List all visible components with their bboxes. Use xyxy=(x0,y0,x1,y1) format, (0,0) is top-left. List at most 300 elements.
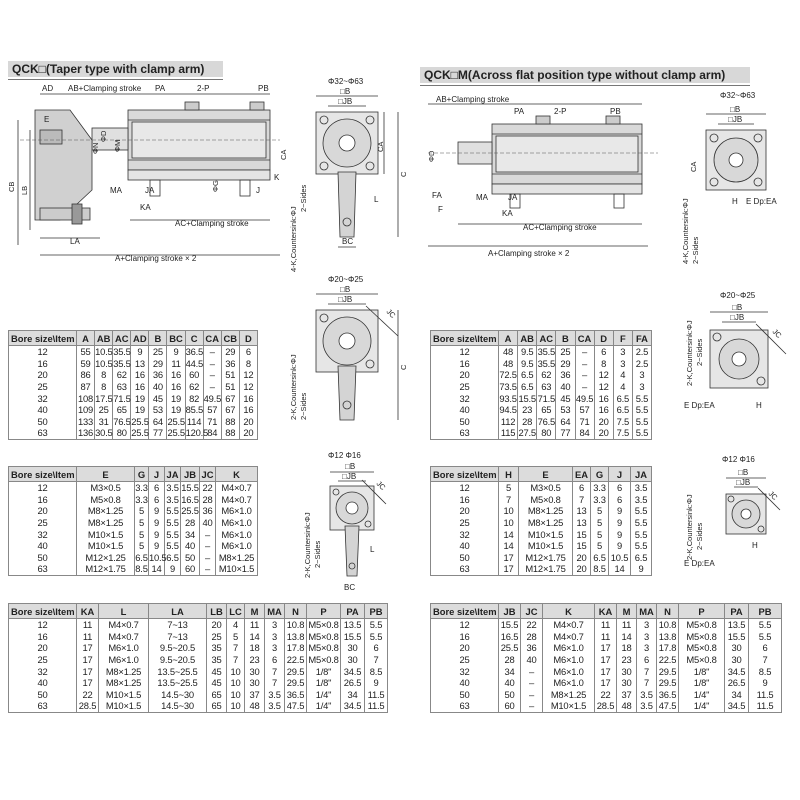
table-cell: 67 xyxy=(221,404,239,416)
table-cell: 36 xyxy=(149,369,167,381)
v2-jc-label: JC xyxy=(384,307,398,320)
table-row xyxy=(431,381,652,393)
table-cell: 7 xyxy=(499,494,519,506)
table-cell: 60 xyxy=(499,700,521,712)
table-cell: 35.5 xyxy=(113,346,131,358)
table-cell: 25.5 xyxy=(131,427,149,439)
table-cell: – xyxy=(200,563,216,575)
table-cell: 6 xyxy=(609,494,631,506)
table-cell: 10.8 xyxy=(657,619,679,631)
v3-size-label: Φ12 Φ16 xyxy=(328,451,361,460)
table-cell: 13.8 xyxy=(285,631,307,643)
table-cell: 6 xyxy=(594,346,613,358)
table-cell: 19 xyxy=(131,404,149,416)
table-cell: M6×1.0 xyxy=(216,540,258,552)
table-cell: 71 xyxy=(575,416,594,428)
table-cell: 13 xyxy=(131,358,149,370)
table-cell: 30 xyxy=(341,654,365,666)
table-cell: 4 xyxy=(613,381,632,393)
table-cell: 20 xyxy=(573,552,591,564)
table-cell: 10 xyxy=(499,505,519,517)
table-row xyxy=(431,494,652,506)
table-cell: 17 xyxy=(77,654,99,666)
table-cell: 45 xyxy=(207,677,227,689)
table-row xyxy=(9,665,388,677)
v2-k-label: 2-K,Countersink:ΦJ xyxy=(289,354,298,420)
table-cell: 20 xyxy=(431,369,499,381)
column-header: AC xyxy=(113,331,131,346)
table-cell: 3 xyxy=(613,358,632,370)
left-side-view-drawing xyxy=(0,80,290,270)
table-cell: M12×1.75 xyxy=(77,563,135,575)
column-header: B xyxy=(556,331,575,346)
table-cell: M6×1.0 xyxy=(216,505,258,517)
middle-end-view-1 xyxy=(288,72,414,272)
table-cell: 28 xyxy=(200,494,216,506)
table-cell: M10×1.5 xyxy=(99,689,149,701)
table-cell: 5 xyxy=(591,528,609,540)
table-cell: 6.5 xyxy=(518,381,537,393)
r-dim-ja-label: JA xyxy=(508,193,518,202)
table-cell: M5×0.8 xyxy=(679,642,725,654)
middle-end-view-3 xyxy=(300,448,410,598)
table-cell: 29 xyxy=(221,346,239,358)
table-cell: 9 xyxy=(131,346,149,358)
table-cell: M4×0.7 xyxy=(216,494,258,506)
table-cell: 15.5 xyxy=(341,631,365,643)
table-cell: – xyxy=(200,552,216,564)
column-header: Bore size\Item xyxy=(9,331,77,346)
v1-size-label: Φ32~Φ63 xyxy=(328,77,364,86)
table-cell: 14.5~30 xyxy=(149,689,207,701)
table-cell: 32 xyxy=(9,665,77,677)
table-cell: M5×0.8 xyxy=(308,619,339,631)
column-header: AC xyxy=(537,331,556,346)
table-cell: M8×1.25 xyxy=(216,552,258,564)
table-cell: 50 xyxy=(431,416,499,428)
dim-cb-label: CB xyxy=(7,181,16,192)
table-header-row xyxy=(9,604,388,619)
table-cell: 8 xyxy=(239,358,257,370)
right-end-view-3 xyxy=(680,450,798,570)
table-cell: 84 xyxy=(203,427,221,439)
table-cell: 53 xyxy=(556,404,575,416)
table-cell: 65 xyxy=(207,689,227,701)
r-v2-h-label: H xyxy=(756,401,762,410)
table-cell: 13 xyxy=(573,505,591,517)
table-cell: M5×0.8 xyxy=(308,630,339,642)
table-cell: M5×0.8 xyxy=(77,494,135,506)
table-cell: 77 xyxy=(149,427,167,439)
table-cell: 17.5 xyxy=(95,392,113,404)
table-cell: 9.5~20.5 xyxy=(149,642,207,654)
table-cell: 32 xyxy=(431,528,499,540)
table-cell: 82 xyxy=(185,392,203,404)
table-row xyxy=(9,346,258,358)
table-cell: 16 xyxy=(239,404,257,416)
r-v1-sides-label: 2~Sides xyxy=(691,236,700,264)
table-cell: 1/8" xyxy=(307,677,341,689)
table-cell: 48 xyxy=(617,700,637,712)
table-cell: 4 xyxy=(613,369,632,381)
table-cell: 63 xyxy=(9,563,77,575)
table-cell: 62 xyxy=(537,369,556,381)
table-cell: 3 xyxy=(637,642,657,654)
table-cell: 8.5 xyxy=(749,665,782,677)
table-cell: 14 xyxy=(617,631,637,643)
table-cell: 3.5 xyxy=(637,700,657,712)
column-header: JA xyxy=(631,467,652,482)
table-cell: 50 xyxy=(9,689,77,701)
table-cell: 3.3 xyxy=(135,482,148,494)
table-cell: 25 xyxy=(9,381,77,393)
table-cell: 7 xyxy=(365,654,388,666)
table-cell: 5 xyxy=(499,482,519,494)
table-cell: 15.5 xyxy=(181,482,199,494)
table-cell: 25 xyxy=(431,381,499,393)
column-header: H xyxy=(499,467,519,482)
table-cell: 16 xyxy=(131,369,149,381)
table-row xyxy=(9,619,388,631)
table-cell: 9 xyxy=(609,528,631,540)
v2-size-label: Φ20~Φ25 xyxy=(328,275,364,284)
table-cell: 6 xyxy=(149,482,165,494)
table-cell: – xyxy=(521,677,543,689)
table-cell: 65 xyxy=(113,404,131,416)
table-cell: 63 xyxy=(537,381,556,393)
table-cell: 1/8" xyxy=(679,677,725,689)
r-v3-k-label: 2-K,Countersink:ΦJ xyxy=(685,494,694,560)
table-cell: 34 xyxy=(181,528,200,540)
column-header: J xyxy=(609,467,631,482)
table-cell: 9 xyxy=(167,346,185,358)
table-row xyxy=(9,517,258,529)
table-cell: 25 xyxy=(9,517,77,529)
table-cell: 3 xyxy=(637,631,657,643)
table-cell: M12×1.25 xyxy=(77,552,135,564)
table-cell: 32 xyxy=(9,392,77,404)
table-row xyxy=(9,482,258,494)
table-cell: – xyxy=(575,346,594,358)
table-cell: 3 xyxy=(637,619,657,631)
table-cell: 8 xyxy=(95,369,113,381)
table-cell: 16 xyxy=(9,631,77,643)
column-header: Bore size\Item xyxy=(9,467,77,482)
table-cell: 88 xyxy=(221,416,239,428)
table-cell: 5.5 xyxy=(749,619,782,631)
left-table-3 xyxy=(8,603,388,713)
table-cell: 50 xyxy=(9,552,77,564)
table-cell: M6×1.0 xyxy=(216,528,258,540)
table-row xyxy=(431,631,782,643)
table-cell: 40 xyxy=(499,677,521,689)
table-cell: M10×1.5 xyxy=(216,563,258,575)
dim-ka-label: KA xyxy=(140,203,151,212)
table-row xyxy=(431,563,652,575)
table-row xyxy=(9,563,258,575)
table-cell: 35.5 xyxy=(113,357,131,369)
r-dim-ma-label: MA xyxy=(476,193,488,202)
table-cell: 9.5~20.5 xyxy=(149,654,207,666)
table-cell: 8.5 xyxy=(365,665,388,677)
table-cell: 51 xyxy=(221,369,239,381)
table-cell: 5.5 xyxy=(631,528,652,540)
table-cell: 17 xyxy=(595,677,617,689)
table-cell: 35 xyxy=(207,642,227,654)
table-cell: 13.5 xyxy=(341,619,365,631)
v2-sides-label: 2~Sides xyxy=(299,392,308,420)
table-cell: 19 xyxy=(167,392,185,404)
table-cell: 34 xyxy=(341,689,365,701)
table-cell: 28 xyxy=(499,654,521,666)
r-v3-b-label: □B xyxy=(738,468,749,477)
table-cell: 35 xyxy=(207,654,227,666)
table-row xyxy=(431,482,652,494)
table-cell: 36.5 xyxy=(185,346,204,358)
table-cell: M5×0.8 xyxy=(679,619,725,631)
column-header: CB xyxy=(221,331,239,346)
table-cell: M10×1.5 xyxy=(519,528,573,540)
table-cell: 7 xyxy=(265,677,285,689)
table-cell: 29 xyxy=(556,358,575,370)
column-header: EA xyxy=(573,467,591,482)
table-cell: 16 xyxy=(9,494,77,506)
table-cell: 34.5 xyxy=(725,700,749,712)
table-cell: 32 xyxy=(9,528,77,540)
table-row xyxy=(9,700,388,712)
table-cell: 40 xyxy=(149,381,167,393)
table-cell: 10 xyxy=(227,689,245,701)
table-cell: 6.5 xyxy=(518,369,537,381)
table-cell: 3 xyxy=(265,619,285,631)
table-cell: 29.5 xyxy=(285,665,307,677)
table-row xyxy=(431,540,652,552)
table-cell: 109 xyxy=(78,404,94,416)
dim-k-label: K xyxy=(274,173,280,182)
v1-sides-label: 2~Sides xyxy=(299,184,308,212)
column-header: D xyxy=(594,331,613,346)
dim-n-label: ΦN xyxy=(91,142,100,154)
table-row xyxy=(431,528,652,540)
table-cell: 17 xyxy=(595,654,617,666)
table-cell: 44.5 xyxy=(185,357,204,369)
table-cell: 40 xyxy=(200,517,216,529)
table-cell: 133 xyxy=(78,415,94,427)
table-cell: 57 xyxy=(575,404,594,416)
r-v3-size-label: Φ12 Φ16 xyxy=(722,455,755,464)
table-cell: 5 xyxy=(135,540,149,552)
table-cell: 72.5 xyxy=(499,369,517,381)
table-cell: 63 xyxy=(431,563,499,575)
table-cell: 85.5 xyxy=(185,404,204,416)
table-cell: 14 xyxy=(499,528,519,540)
table-cell: 5 xyxy=(135,517,149,529)
table-cell: 3 xyxy=(632,381,651,393)
table-cell: – xyxy=(521,700,543,712)
table-cell: 6 xyxy=(637,654,657,666)
column-header: C xyxy=(185,331,203,346)
table-cell: 50 xyxy=(431,689,499,701)
table-cell: – xyxy=(200,540,216,552)
table-cell: 25 xyxy=(431,654,499,666)
table-cell: 6.5 xyxy=(613,404,632,416)
table-cell: 60 xyxy=(181,563,200,575)
table-cell: 5 xyxy=(135,505,149,517)
column-header: A xyxy=(77,331,95,346)
table-cell: 12 xyxy=(9,346,77,358)
column-header: AD xyxy=(131,331,149,346)
r-v2-edp-label: E Dp:EA xyxy=(684,401,715,410)
r-dim-a-label: A+Clamping stroke × 2 xyxy=(488,249,570,258)
column-header: M xyxy=(617,604,637,619)
table-cell: 17 xyxy=(499,552,519,564)
column-header: N xyxy=(657,604,679,619)
table-cell: 63 xyxy=(9,427,77,439)
right-table-1 xyxy=(430,330,652,440)
column-header: A xyxy=(499,331,518,346)
table-cell: 34 xyxy=(725,689,749,701)
table-row xyxy=(431,346,652,358)
r-v2-jb-label: □JB xyxy=(730,313,745,322)
table-cell: 20 xyxy=(431,642,499,654)
table-cell: 9 xyxy=(149,505,165,517)
v1-bc-label: BC xyxy=(342,237,354,246)
table-cell: 28.5 xyxy=(595,700,617,712)
table-row xyxy=(9,654,388,666)
table-cell: M10×1.5 xyxy=(77,540,135,552)
table-cell: 12 xyxy=(594,369,613,381)
table-cell: 3.5 xyxy=(631,494,652,506)
table-cell: 25 xyxy=(9,654,77,666)
table-cell: 12 xyxy=(239,381,257,393)
table-cell: M3×0.5 xyxy=(519,482,573,494)
table-cell: 49.5 xyxy=(203,392,222,404)
table-header-row xyxy=(431,467,652,482)
table-cell: 6.5 xyxy=(135,551,148,563)
dim-d-label: ΦD xyxy=(99,130,108,142)
table-cell: 7 xyxy=(265,665,285,677)
table-row xyxy=(9,642,388,654)
table-cell: 29.5 xyxy=(657,677,679,689)
column-header: KA xyxy=(77,604,99,619)
table-cell: 29 xyxy=(149,358,167,370)
table-cell: 25 xyxy=(556,346,575,358)
table-row xyxy=(431,517,652,529)
table-cell: 63 xyxy=(9,700,77,712)
table-cell: M6×1.0 xyxy=(543,654,595,666)
table-cell: M4×0.7 xyxy=(216,482,258,494)
column-header: FA xyxy=(632,331,651,346)
table-cell: 48 xyxy=(245,700,265,712)
table-cell: 23 xyxy=(245,654,265,666)
table-row xyxy=(431,619,782,631)
v1-b-label: □B xyxy=(340,87,351,96)
table-cell: 8.5 xyxy=(135,563,148,575)
left-table-2 xyxy=(8,466,258,576)
table-cell: – xyxy=(203,369,221,381)
table-cell: 3.5 xyxy=(631,482,652,494)
v2-c-label: C xyxy=(399,364,408,370)
table-row xyxy=(9,505,258,517)
v1-ca-label: CA xyxy=(376,141,385,152)
column-header: J xyxy=(149,467,165,482)
v1-k-label: 4-K,Countersink:ΦJ xyxy=(289,206,298,272)
table-cell: 10.5 xyxy=(95,357,113,369)
table-cell: 7~13 xyxy=(149,619,207,631)
column-header: M xyxy=(245,604,265,619)
v1-c-label: C xyxy=(399,171,408,177)
table-cell: – xyxy=(203,358,221,370)
table-cell: 11.5 xyxy=(749,700,782,712)
table-cell: 30.5 xyxy=(95,427,113,439)
table-cell: 10 xyxy=(227,665,245,677)
table-cell: M12×1.75 xyxy=(519,563,573,575)
table-cell: 5.5 xyxy=(631,540,652,552)
table-cell: M5×0.8 xyxy=(679,654,725,666)
table-cell: 25 xyxy=(95,404,113,416)
table-cell: 40 xyxy=(9,540,77,552)
table-cell: 6 xyxy=(149,494,165,506)
table-cell: 26.5 xyxy=(725,677,749,689)
table-cell: 22 xyxy=(521,619,543,631)
table-row xyxy=(9,528,258,540)
table-cell: 73.5 xyxy=(499,381,517,393)
table-cell: 35.5 xyxy=(537,357,556,369)
table-row xyxy=(9,427,258,439)
table-cell: 50 xyxy=(181,552,200,564)
table-header-row xyxy=(9,331,258,346)
table-cell: 3 xyxy=(265,631,285,643)
table-cell: 22 xyxy=(77,689,99,701)
dim-ac-label: AC+Clamping stroke xyxy=(175,219,249,228)
table-cell: M8×1.25 xyxy=(77,505,135,517)
table-cell: 40 xyxy=(431,540,499,552)
table-cell: 9 xyxy=(149,528,165,540)
table-cell: 7 xyxy=(227,642,245,654)
table-cell: M10×1.5 xyxy=(519,540,573,552)
table-row xyxy=(431,700,782,712)
table-cell: 5.5 xyxy=(166,505,179,517)
table-cell: 3 xyxy=(632,369,651,381)
table-cell: 136 xyxy=(78,427,94,439)
table-cell: 31 xyxy=(95,416,113,428)
table-cell: 20 xyxy=(594,427,613,439)
table-cell: 9 xyxy=(609,517,631,529)
table-cell: 8 xyxy=(95,381,113,393)
table-cell: – xyxy=(575,369,594,381)
table-cell: 17.8 xyxy=(657,642,679,654)
table-cell: 36.5 xyxy=(657,689,679,701)
table-cell: 16 xyxy=(131,381,149,393)
table-cell: M4×0.7 xyxy=(99,619,149,631)
table-cell: 45 xyxy=(207,665,227,677)
table-cell: 32 xyxy=(431,392,499,404)
table-cell: M4×0.7 xyxy=(99,631,149,643)
table-cell: 5 xyxy=(227,631,245,643)
table-cell: 40 xyxy=(521,654,543,666)
table-cell: 11.5 xyxy=(749,689,782,701)
table-cell: 3.5 xyxy=(166,493,179,505)
table-row xyxy=(431,654,782,666)
table-cell: 18 xyxy=(245,642,265,654)
table-cell: 30 xyxy=(725,642,749,654)
table-cell: 8.5 xyxy=(591,563,609,575)
table-cell: 5.5 xyxy=(365,619,388,631)
table-cell: 7.5 xyxy=(613,427,632,439)
column-header: E xyxy=(519,467,573,482)
table-cell: 13.5~25.5 xyxy=(149,665,207,677)
table-cell: 12 xyxy=(9,482,77,494)
